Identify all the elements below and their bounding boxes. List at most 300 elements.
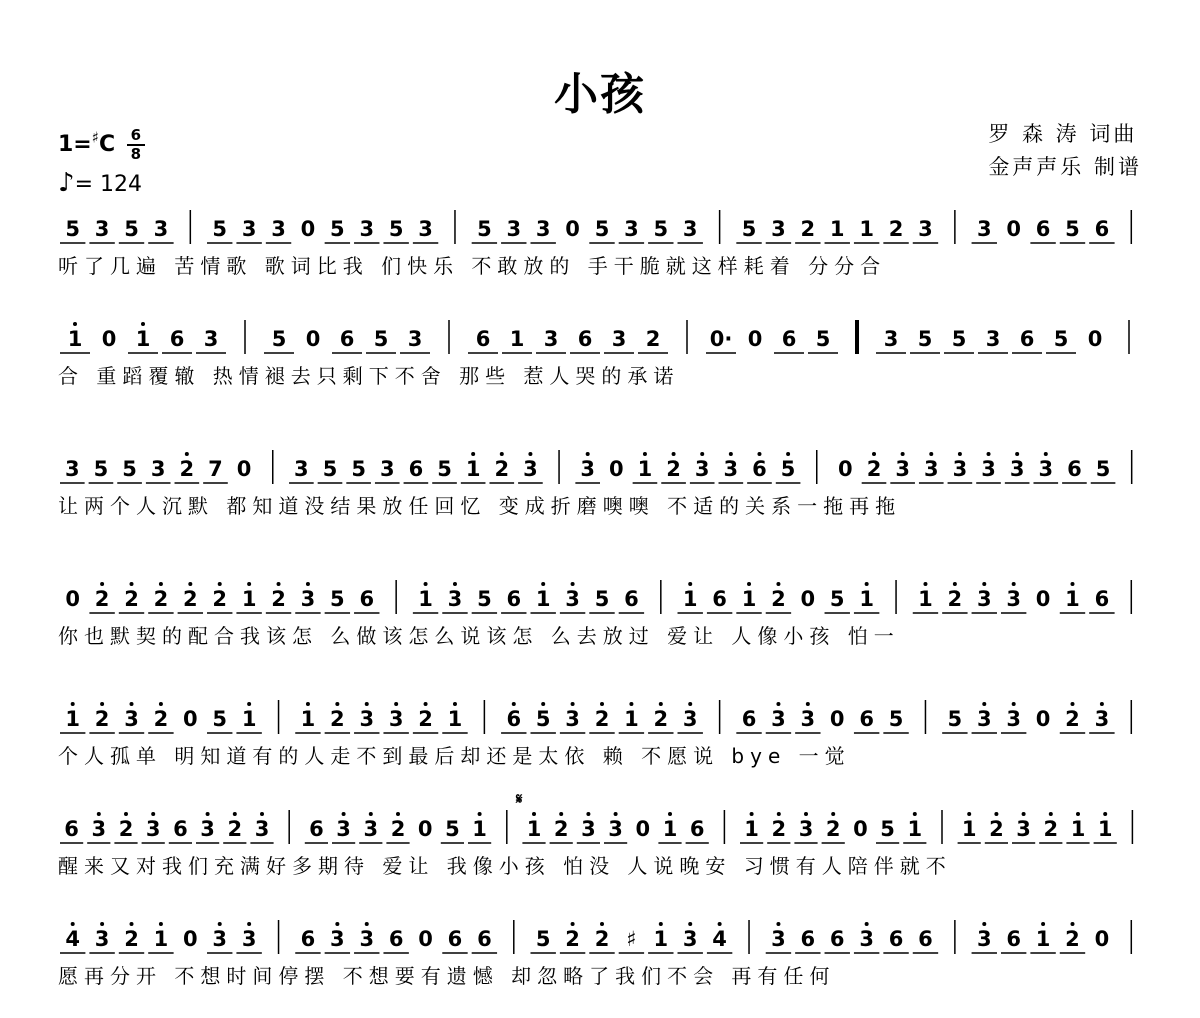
octave-dot	[718, 922, 722, 926]
note: 5	[880, 817, 895, 841]
note: 3	[359, 217, 375, 241]
note: 1	[961, 817, 977, 841]
time-signature	[127, 128, 145, 162]
note: 3	[976, 217, 992, 241]
note: 6	[1019, 327, 1035, 351]
note: 5	[373, 327, 389, 351]
note: 3	[981, 457, 996, 481]
note: 5	[322, 457, 338, 481]
note: 6	[408, 457, 424, 481]
note: 3	[124, 707, 139, 731]
note: 2	[888, 217, 904, 241]
note: 0	[565, 217, 580, 241]
note: 2	[825, 817, 841, 841]
octave-dot	[804, 812, 808, 816]
note: 0	[838, 457, 853, 481]
note: 1	[653, 927, 669, 951]
note: 1	[418, 587, 433, 611]
note: 3	[241, 217, 257, 241]
note: 6	[781, 327, 797, 351]
octave-dot	[100, 922, 104, 926]
octave-dot	[629, 702, 633, 706]
octave-dot	[1015, 452, 1019, 456]
octave-dot	[614, 812, 618, 816]
note: 1	[1065, 587, 1080, 611]
octave-dot	[124, 812, 128, 816]
note: 1	[624, 707, 639, 731]
lyrics-line: 你也默契的配合我该怎 么做该怎么说该怎 么去放过 爱让 人像小孩 怕一	[58, 624, 900, 648]
note: 3	[359, 707, 375, 731]
note: 2	[153, 707, 169, 731]
note: 3	[976, 587, 992, 611]
note: 6	[477, 927, 492, 951]
note: 3	[1038, 457, 1054, 481]
lyrics-line: 醒来又对我们充满好多期待 爱让 我像小孩 怕没 人说晚安 习惯有人陪伴就不	[58, 854, 952, 878]
note: 0	[1087, 327, 1103, 351]
note: 1	[241, 587, 257, 611]
octave-dot	[100, 582, 104, 586]
note: 1	[535, 587, 551, 611]
note: 1	[509, 327, 525, 351]
note: 5	[388, 217, 404, 241]
note: 2	[418, 707, 433, 731]
note: 5	[437, 457, 452, 481]
key-letter: C	[99, 132, 116, 157]
time-bottom: 8	[130, 145, 142, 163]
eighth-note-icon: ♪	[58, 168, 75, 198]
octave-dot	[365, 702, 369, 706]
octave-dot	[541, 582, 545, 586]
note: 6	[624, 587, 639, 611]
octave-dot	[777, 812, 781, 816]
note: 5	[829, 587, 845, 611]
note: 1	[859, 217, 874, 241]
note: 1	[1097, 817, 1113, 841]
note: 0	[101, 327, 117, 351]
note: 1	[744, 817, 759, 841]
note: 3	[895, 457, 910, 481]
note: 0	[418, 927, 433, 951]
note: 5	[1095, 457, 1111, 481]
octave-dot	[750, 812, 754, 816]
octave-dot	[729, 452, 733, 456]
octave-dot	[1012, 582, 1016, 586]
note: 3	[859, 927, 874, 951]
note: 6	[577, 327, 593, 351]
octave-dot	[1049, 812, 1053, 816]
note: 5	[535, 927, 551, 951]
note: 5	[1053, 327, 1069, 351]
key-prefix: 1=	[58, 132, 92, 157]
note: 5	[93, 457, 109, 481]
note: 0	[635, 817, 651, 841]
note: 5	[741, 217, 757, 241]
note: 3	[1094, 707, 1110, 731]
note: 6	[859, 707, 874, 731]
octave-dot	[541, 702, 545, 706]
note: 5	[477, 217, 492, 241]
octave-dot	[806, 702, 810, 706]
note: 3	[65, 457, 80, 481]
octave-dot	[1041, 922, 1045, 926]
octave-dot	[586, 812, 590, 816]
octave-dot	[277, 582, 281, 586]
note: 0	[183, 707, 198, 731]
note: 1	[918, 587, 933, 611]
note: 4	[65, 927, 81, 951]
note: 3	[336, 817, 351, 841]
lyrics-line: 个人孤单 明知道有的人走不到最后却还是太依 赖 不愿说 bye 一觉	[58, 744, 851, 768]
note: 3	[565, 587, 580, 611]
note: 0	[417, 817, 433, 841]
note: 2	[553, 817, 569, 841]
note: 0	[747, 327, 763, 351]
note: 5	[65, 217, 81, 241]
octave-dot	[865, 922, 869, 926]
note: 3	[800, 707, 816, 731]
note: 0	[65, 587, 81, 611]
note: 0	[300, 217, 316, 241]
octave-dot	[659, 922, 663, 926]
octave-dot	[688, 582, 692, 586]
note: 2	[330, 707, 345, 731]
note: 1	[241, 707, 257, 731]
note: 2	[94, 707, 110, 731]
note: 6	[712, 587, 727, 611]
octave-dot	[982, 922, 986, 926]
octave-dot	[512, 702, 516, 706]
note: 1	[135, 327, 151, 351]
octave-dot	[600, 922, 604, 926]
sharp-sign: ♯	[91, 128, 100, 147]
note: 3	[418, 217, 433, 241]
note: 6	[64, 817, 79, 841]
note: 3	[153, 217, 169, 241]
octave-dot	[913, 812, 917, 816]
note: 3	[379, 457, 395, 481]
note: 6	[447, 927, 463, 951]
note: 2	[666, 457, 681, 481]
note: 1	[300, 707, 316, 731]
note: 6	[169, 327, 185, 351]
note: 2	[1065, 707, 1080, 731]
octave-dot	[688, 922, 692, 926]
note: 3	[624, 217, 639, 241]
octave-dot	[130, 582, 134, 586]
octave-dot	[786, 452, 790, 456]
octave-dot	[586, 452, 590, 456]
note: 2	[594, 927, 610, 951]
octave-dot	[306, 582, 310, 586]
note: 5	[947, 707, 963, 731]
octave-dot	[958, 452, 962, 456]
octave-dot	[776, 582, 780, 586]
note: 2	[118, 817, 134, 841]
note: 2	[1043, 817, 1059, 841]
note: 3	[918, 217, 933, 241]
note: 2	[494, 457, 510, 481]
octave-dot	[159, 582, 163, 586]
note: 6	[829, 927, 845, 951]
note: 5	[122, 457, 137, 481]
key-signature	[58, 128, 145, 162]
note: 3	[976, 707, 992, 731]
octave-dot	[335, 922, 339, 926]
octave-dot	[141, 322, 145, 326]
note: 2	[212, 587, 228, 611]
note: 1	[526, 817, 542, 841]
tempo-marking	[58, 168, 142, 198]
note: 6	[1006, 927, 1021, 951]
octave-dot	[424, 582, 428, 586]
note: 3	[407, 327, 423, 351]
note: 4	[712, 927, 727, 951]
octave-dot	[1022, 812, 1026, 816]
note: 3	[523, 457, 538, 481]
octave-dot	[1070, 582, 1074, 586]
note: 1	[447, 707, 463, 731]
note: 2	[565, 927, 580, 951]
note: 6	[1094, 587, 1110, 611]
octave-dot	[233, 812, 237, 816]
note: 3	[798, 817, 814, 841]
segno-icon: 𝄋	[516, 790, 523, 808]
octave-dot	[71, 922, 75, 926]
octave-dot	[776, 702, 780, 706]
note: 3	[254, 817, 270, 841]
octave-dot	[453, 702, 457, 706]
note: 3	[94, 927, 110, 951]
octave-dot	[776, 922, 780, 926]
octave-dot	[831, 812, 835, 816]
note: 3	[271, 217, 286, 241]
note: 3	[94, 217, 110, 241]
octave-dot	[865, 582, 869, 586]
note: 1	[682, 587, 698, 611]
note: 2	[124, 927, 139, 951]
octave-dot	[923, 582, 927, 586]
note: 3	[771, 927, 786, 951]
note: 3	[952, 457, 968, 481]
note: 5	[445, 817, 460, 841]
note: 2	[645, 327, 661, 351]
note: 0	[305, 327, 321, 351]
note: 5	[535, 707, 551, 731]
note: 2	[124, 587, 139, 611]
octave-dot	[700, 452, 704, 456]
octave-dot	[1012, 702, 1016, 706]
note: 5	[212, 707, 228, 731]
lyrics-line: 听了几遍 苦情歌 歌词比我 们快乐 不敢放的 手干脆就这样耗着 分分合	[58, 254, 887, 278]
note: 2	[390, 817, 406, 841]
octave-dot	[159, 702, 163, 706]
note: 3	[923, 457, 939, 481]
note: 3	[200, 817, 215, 841]
note: 1	[65, 707, 81, 731]
note: 6	[475, 327, 491, 351]
octave-dot	[188, 582, 192, 586]
lyrics-line: 合 重蹈覆辙 热情褪去只剩下不舍 那些 惹人哭的承诺	[58, 364, 680, 388]
octave-dot	[206, 812, 210, 816]
octave-dot	[668, 812, 672, 816]
note: 1	[472, 817, 487, 841]
octave-dot	[1070, 702, 1074, 706]
note: 7	[208, 457, 223, 481]
octave-dot	[953, 582, 957, 586]
note: 5	[477, 587, 492, 611]
note: 0	[800, 587, 816, 611]
octave-dot	[130, 922, 134, 926]
note: 5	[1065, 217, 1080, 241]
note: 5	[594, 587, 610, 611]
octave-dot	[659, 702, 663, 706]
note: 0	[609, 457, 624, 481]
note: 6	[800, 927, 816, 951]
song-title: 小孩	[554, 69, 646, 120]
note: ♯	[626, 927, 637, 951]
note: 5	[653, 217, 669, 241]
note: 6	[1035, 217, 1051, 241]
note: 1	[1070, 817, 1086, 841]
lyrics-line: 愿再分开 不想时间停摆 不想要有遗憾 却忽略了我们不会 再有任何	[58, 964, 836, 988]
note: 2	[771, 817, 787, 841]
octave-dot	[130, 702, 134, 706]
note: 3	[682, 927, 698, 951]
octave-dot	[987, 452, 991, 456]
note: 3	[363, 817, 379, 841]
note: 6	[506, 587, 522, 611]
note: 3	[580, 457, 595, 481]
octave-dot	[218, 922, 222, 926]
note: 3	[150, 457, 166, 481]
note: 6	[689, 817, 705, 841]
octave-dot	[1076, 812, 1080, 816]
octave-dot	[1103, 812, 1107, 816]
note: 3	[771, 217, 786, 241]
octave-dot	[159, 922, 163, 926]
note: 3	[723, 457, 739, 481]
note: 3	[608, 817, 623, 841]
note: 1	[1035, 927, 1051, 951]
note: 2	[153, 587, 169, 611]
octave-dot	[73, 322, 77, 326]
octave-dot	[185, 452, 189, 456]
octave-dot	[218, 582, 222, 586]
octave-dot	[335, 702, 339, 706]
octave-dot	[1070, 922, 1074, 926]
octave-dot	[453, 582, 457, 586]
note: 3	[300, 587, 316, 611]
octave-dot	[394, 702, 398, 706]
note: 1	[829, 217, 845, 241]
note: 2	[771, 587, 786, 611]
note: 6	[752, 457, 767, 481]
octave-dot	[369, 812, 373, 816]
octave-dot	[424, 702, 428, 706]
note: 1	[859, 587, 874, 611]
octave-dot	[757, 452, 761, 456]
note: 5	[888, 707, 904, 731]
octave-dot	[747, 582, 751, 586]
note: 5	[330, 217, 345, 241]
octave-dot	[71, 702, 75, 706]
note: 3	[212, 927, 228, 951]
note: 0	[183, 927, 198, 951]
octave-dot	[982, 582, 986, 586]
note: 1	[153, 927, 169, 951]
note: 2	[594, 707, 610, 731]
note: 2	[1065, 927, 1080, 951]
note: 3	[883, 327, 899, 351]
note: 5	[351, 457, 366, 481]
note: 3	[145, 817, 161, 841]
note: 6	[888, 927, 904, 951]
note: 3	[543, 327, 559, 351]
credit-lyricist-composer: 罗 森 涛 词曲	[988, 122, 1138, 146]
octave-dot	[688, 702, 692, 706]
octave-dot	[342, 812, 346, 816]
note: 2	[227, 817, 243, 841]
octave-dot	[247, 582, 251, 586]
note: 6	[741, 707, 757, 731]
note: 6	[359, 587, 375, 611]
octave-dot	[396, 812, 400, 816]
octave-dot	[872, 452, 876, 456]
octave-dot	[967, 812, 971, 816]
note: 2	[183, 587, 198, 611]
note: 1	[67, 327, 83, 351]
note: 0	[853, 817, 868, 841]
note: 3	[91, 817, 107, 841]
note: 3	[203, 327, 219, 351]
note: 5	[124, 217, 139, 241]
note: 2	[94, 587, 110, 611]
octave-dot	[571, 582, 575, 586]
note: 1	[662, 817, 678, 841]
note: 0	[1094, 927, 1110, 951]
octave-dot	[532, 812, 536, 816]
note: 6	[309, 817, 324, 841]
note: 6	[918, 927, 933, 951]
octave-dot	[901, 452, 905, 456]
note: 3	[1006, 707, 1021, 731]
note: 6	[388, 927, 404, 951]
octave-dot	[100, 702, 104, 706]
octave-dot	[151, 812, 155, 816]
note: 5	[271, 327, 287, 351]
note: 3	[447, 587, 463, 611]
note: 1	[741, 587, 757, 611]
note: 5	[780, 457, 796, 481]
note: 0	[236, 457, 252, 481]
note: 0	[1035, 587, 1051, 611]
note: 5	[330, 587, 345, 611]
note: 3	[506, 217, 522, 241]
note: 0	[829, 707, 845, 731]
note: 5	[212, 217, 228, 241]
note: 5	[815, 327, 831, 351]
octave-dot	[571, 922, 575, 926]
note: 5	[594, 217, 610, 241]
note: 3	[976, 927, 992, 951]
note: 3	[294, 457, 309, 481]
lyrics-line: 让两个人沉默 都知道没结果放任回忆 变成折磨噢噢 不适的关系一拖再拖	[58, 494, 902, 518]
time-top: 6	[130, 126, 142, 144]
octave-dot	[559, 812, 563, 816]
note: 3	[241, 927, 257, 951]
note: 3	[581, 817, 596, 841]
octave-dot	[672, 452, 676, 456]
